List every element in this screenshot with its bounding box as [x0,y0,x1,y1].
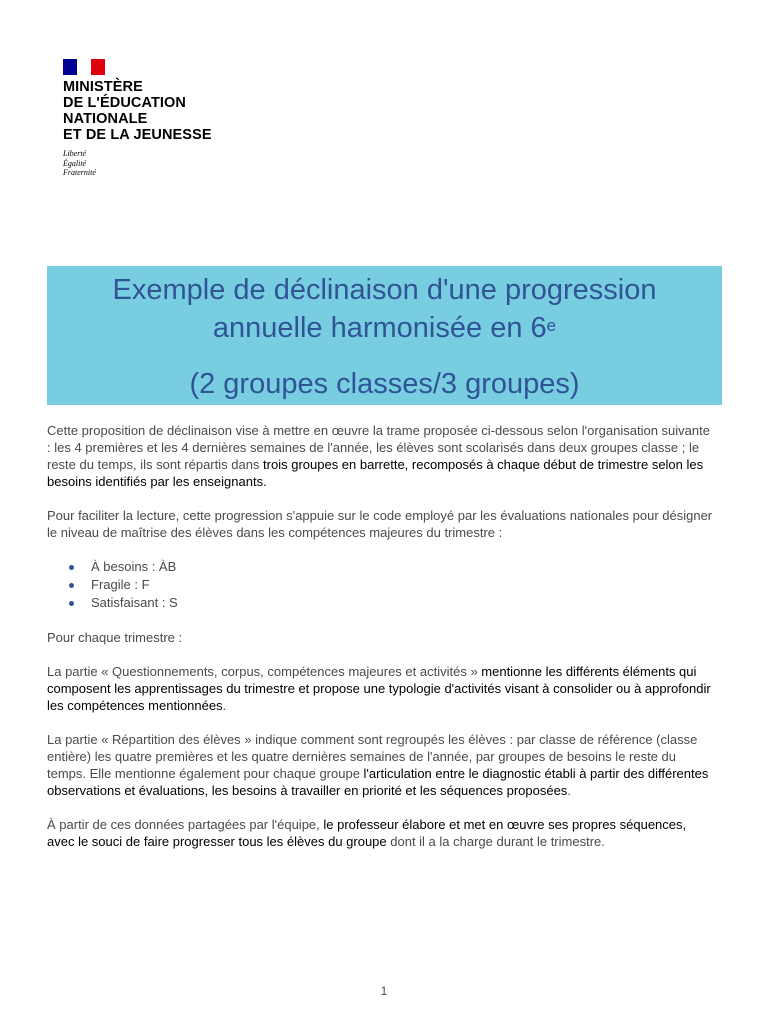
document-body [47,422,713,867]
paragraph-questionnements-end: . [222,698,227,713]
ministry-logo [63,59,212,178]
flag-blue [63,59,77,75]
motto-fraternite: Fraternité [63,168,96,177]
paragraph-teacher-text: À partir de ces données partagées par l'équipe, [47,817,324,832]
paragraph-questionnements-highlight: mentionne les différents éléments qui composent les apprentissages du trimestre et propose une typologie d'activités visant à consolider ou à approfondir les compétences mentionnées [47,664,711,713]
marianne-flag-icon [63,59,105,75]
paragraph-teacher [47,816,713,850]
paragraph-intro-highlight: trois groupes en barrette, recomposés à chaque début de trimestre selon les besoins identifiés par les enseignants. [47,457,704,489]
ministry-line-2: DE L'ÉDUCATION [63,95,186,111]
ministry-line-1: MINISTÈRE [63,79,143,95]
motto-egalite: Égalité [63,158,87,168]
paragraph-teacher-highlight: le professeur élabore et met en œuvre ses propres séquences, avec le souci de faire progresser tous les élèves du groupe [47,817,687,849]
flag-white [77,59,91,75]
mastery-levels-list [47,558,713,612]
paragraph-questionnements-text: La partie « Questionnements, corpus, compétences majeures et activités » [47,664,482,679]
title-line-2-text: annuelle harmonisée en 6 [212,312,547,344]
title-line-2-superscript: e [546,316,557,335]
title-line-3: (2 groupes classes/3 groupes) [189,368,580,400]
ministry-line-4: ET DE LA JEUNESSE [63,127,212,143]
paragraph-repartition-end: . [567,783,571,798]
republic-motto [63,149,212,178]
paragraph-reading-code: Pour faciliter la lecture, cette progression s'appuie sur le code employé par les évaluations nationales pour désigner le niveau de maîtrise des élèves dans les compétences majeures du trimestre : [47,508,713,540]
paragraph-repartition [47,731,713,799]
list-item: À besoins : ÀB [91,558,713,576]
title-line-2 [47,311,722,345]
paragraph-intro-text: Cette proposition de déclinaison vise à mettre en œuvre la trame proposée ci-dessous selon l'organisation suivante : les 4 premières et les 4 dernières semaines de l'année, les élèves sont scolarisés dans deux groupes classe ; le reste du temps, ils sont répartis dans [47,423,710,472]
ministry-line-3: NATIONALE [63,111,148,127]
page-number: 1 [380,984,388,998]
flag-red [91,59,105,75]
list-item: Fragile : F [91,576,713,594]
document-title-box [47,266,722,405]
title-line-1: Exemple de déclinaison d'une progression [112,274,657,306]
paragraph-teacher-end: dont il a la charge durant le trimestre. [386,834,605,849]
paragraph-each-trimester: Pour chaque trimestre : [47,630,183,645]
paragraph-intro [47,422,713,490]
motto-liberte: Liberté [63,149,87,158]
paragraph-repartition-text: La partie « Répartition des élèves » indique comment sont regroupés les élèves : par classe de référence (classe entière) les quatre premières et les quatre dernières semaines de l'année, par groupes de besoins le reste du temps. Elle mentionne également pour chaque groupe [47,732,698,781]
list-item: Satisfaisant : S [91,594,713,612]
paragraph-repartition-highlight: l'articulation entre le diagnostic établi à partir des différentes observations et évaluations, les besoins à travailler en priorité et les séquences proposées [47,766,709,798]
paragraph-questionnements [47,663,713,714]
ministry-name [63,79,212,143]
